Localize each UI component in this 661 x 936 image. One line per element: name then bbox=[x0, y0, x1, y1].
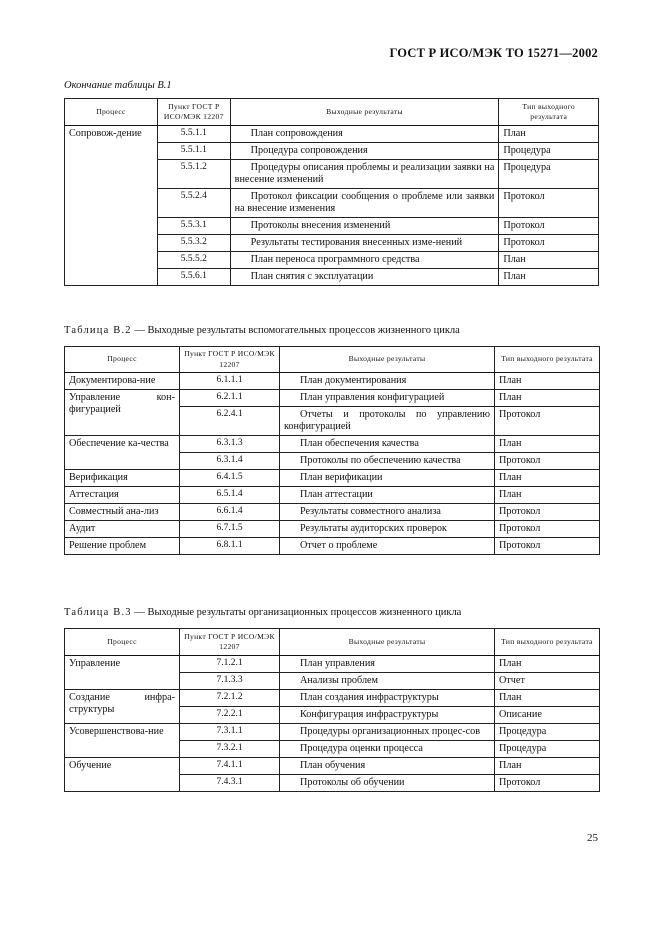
table-row bbox=[65, 758, 600, 775]
clause-cell: 5.5.2.4 bbox=[157, 189, 230, 218]
output-type-cell: Протокол bbox=[499, 235, 599, 252]
table-row bbox=[65, 470, 600, 487]
table1-caption: Окончание таблицы В.1 bbox=[64, 80, 172, 91]
table-b2-support-process-outputs bbox=[64, 346, 600, 555]
column-header-clause: Пункт ГОСТ Р ИСО/МЭК 12207 bbox=[180, 347, 280, 373]
process-name-cell: Усовершенствова-ние bbox=[65, 724, 180, 758]
process-name-cell: Обучение bbox=[65, 758, 180, 792]
clause-cell: 7.3.1.1 bbox=[180, 724, 280, 741]
output-type-cell: Протокол bbox=[495, 407, 600, 436]
table-row bbox=[65, 390, 600, 407]
table-row bbox=[65, 724, 600, 741]
output-cell: План переноса программного средства bbox=[230, 252, 499, 269]
clause-cell: 5.5.6.1 bbox=[157, 269, 230, 286]
clause-cell: 7.1.2.1 bbox=[180, 656, 280, 673]
process-name-cell: Управление bbox=[65, 656, 180, 690]
table-row bbox=[65, 504, 600, 521]
table-b3-organizational-process-outputs bbox=[64, 628, 600, 792]
output-cell: Результаты совместного анализа bbox=[280, 504, 495, 521]
clause-cell: 5.5.5.2 bbox=[157, 252, 230, 269]
output-type-cell: План bbox=[495, 470, 600, 487]
process-name-cell: Решение проблем bbox=[65, 538, 180, 555]
column-header-type: Тип выходного результата bbox=[495, 629, 600, 656]
output-type-cell: План bbox=[495, 487, 600, 504]
output-cell: Процедура оценки процесса bbox=[280, 741, 495, 758]
table-row bbox=[65, 690, 600, 707]
clause-cell: 6.3.1.4 bbox=[180, 453, 280, 470]
output-type-cell: Процедура bbox=[499, 160, 599, 189]
table2-caption-text: — Выходные результаты вспомогательных процессов жизненного цикла bbox=[134, 325, 460, 336]
table-b1-maintenance-outputs bbox=[64, 98, 599, 286]
output-type-cell: Протокол bbox=[495, 504, 600, 521]
output-type-cell: Протокол bbox=[495, 538, 600, 555]
column-header-outputs: Выходные результаты bbox=[280, 347, 495, 373]
clause-cell: 7.4.1.1 bbox=[180, 758, 280, 775]
process-name-cell: Аттестация bbox=[65, 487, 180, 504]
output-type-cell: План bbox=[499, 269, 599, 286]
process-name-cell: Документирова-ние bbox=[65, 373, 180, 390]
output-cell: План сопровождения bbox=[230, 126, 499, 143]
table-row bbox=[65, 436, 600, 453]
output-cell: План снятия с эксплуатации bbox=[230, 269, 499, 286]
output-type-cell: План bbox=[495, 373, 600, 390]
table-row bbox=[65, 656, 600, 673]
output-cell: Процедуры описания проблемы и реализации заявки на внесение изменений bbox=[230, 160, 499, 189]
clause-cell: 6.2.1.1 bbox=[180, 390, 280, 407]
column-header-outputs: Выходные результаты bbox=[280, 629, 495, 656]
output-cell: План управления bbox=[280, 656, 495, 673]
output-type-cell: Протокол bbox=[499, 218, 599, 235]
output-type-cell: План bbox=[495, 390, 600, 407]
clause-cell: 6.6.1.4 bbox=[180, 504, 280, 521]
output-cell: Результаты тестирования внесенных изме-нений bbox=[230, 235, 499, 252]
table-row bbox=[65, 521, 600, 538]
output-cell: Отчеты и протоколы по управлению конфигурацией bbox=[280, 407, 495, 436]
output-cell: План обучения bbox=[280, 758, 495, 775]
clause-cell: 7.1.3.3 bbox=[180, 673, 280, 690]
table3-caption-text: — Выходные результаты организационных процессов жизненного цикла bbox=[134, 607, 462, 618]
clause-cell: 7.3.2.1 bbox=[180, 741, 280, 758]
output-type-cell: Отчет bbox=[495, 673, 600, 690]
output-cell: Результаты аудиторских проверок bbox=[280, 521, 495, 538]
output-type-cell: План bbox=[499, 126, 599, 143]
output-type-cell: Протокол bbox=[495, 775, 600, 792]
output-cell: План аттестации bbox=[280, 487, 495, 504]
output-cell: План верификации bbox=[280, 470, 495, 487]
table2-caption-label: Таблица В.2 bbox=[64, 325, 132, 336]
clause-cell: 5.5.1.1 bbox=[157, 143, 230, 160]
output-type-cell: Протокол bbox=[495, 521, 600, 538]
column-header-type: Тип выходного результата bbox=[499, 99, 599, 126]
output-cell: Протоколы по обеспечению качества bbox=[280, 453, 495, 470]
table-row bbox=[65, 373, 600, 390]
clause-cell: 5.5.1.2 bbox=[157, 160, 230, 189]
column-header-clause: Пункт ГОСТ Р ИСО/МЭК 12207 bbox=[180, 629, 280, 656]
output-cell: Протоколы об обучении bbox=[280, 775, 495, 792]
clause-cell: 7.4.3.1 bbox=[180, 775, 280, 792]
document-header-code: ГОСТ Р ИСО/МЭК ТО 15271—2002 bbox=[389, 46, 598, 60]
output-cell: Протокол фиксации сообщения о проблеме или заявки на внесение изменения bbox=[230, 189, 499, 218]
clause-cell: 6.8.1.1 bbox=[180, 538, 280, 555]
table3-caption-label: Таблица В.3 bbox=[64, 607, 132, 618]
output-type-cell: План bbox=[495, 758, 600, 775]
process-name-cell: Совместный ана-лиз bbox=[65, 504, 180, 521]
column-header-type: Тип выходного результата bbox=[495, 347, 600, 373]
clause-cell: 5.5.3.2 bbox=[157, 235, 230, 252]
clause-cell: 6.7.1.5 bbox=[180, 521, 280, 538]
output-type-cell: План bbox=[495, 690, 600, 707]
clause-cell: 6.1.1.1 bbox=[180, 373, 280, 390]
output-cell: План создания инфраструктуры bbox=[280, 690, 495, 707]
table-row bbox=[65, 126, 599, 143]
column-header-process: Процесс bbox=[65, 347, 180, 373]
process-name-cell: Аудит bbox=[65, 521, 180, 538]
output-cell: Отчет о проблеме bbox=[280, 538, 495, 555]
column-header-outputs: Выходные результаты bbox=[230, 99, 499, 126]
column-header-clause: Пункт ГОСТ Р ИСО/МЭК 12207 bbox=[157, 99, 230, 126]
process-name-cell: Обеспечение ка-чества bbox=[65, 436, 180, 470]
table2-caption bbox=[64, 325, 460, 336]
output-cell: План управления конфигурацией bbox=[280, 390, 495, 407]
output-cell: Конфигурация инфраструктуры bbox=[280, 707, 495, 724]
process-name-cell: Управление кон-фигурацией bbox=[65, 390, 180, 436]
output-type-cell: План bbox=[499, 252, 599, 269]
output-type-cell: Описание bbox=[495, 707, 600, 724]
clause-cell: 5.5.3.1 bbox=[157, 218, 230, 235]
output-type-cell: Процедура bbox=[495, 741, 600, 758]
output-type-cell: Протокол bbox=[499, 189, 599, 218]
process-name-cell: Создание инфра-структуры bbox=[65, 690, 180, 724]
output-cell: Протоколы внесения изменений bbox=[230, 218, 499, 235]
output-type-cell: План bbox=[495, 656, 600, 673]
clause-cell: 6.5.1.4 bbox=[180, 487, 280, 504]
clause-cell: 6.4.1.5 bbox=[180, 470, 280, 487]
table3-caption bbox=[64, 607, 461, 618]
table-row bbox=[65, 538, 600, 555]
output-type-cell: Процедура bbox=[495, 724, 600, 741]
output-cell: План документирования bbox=[280, 373, 495, 390]
output-type-cell: Протокол bbox=[495, 453, 600, 470]
page-number: 25 bbox=[587, 832, 598, 844]
clause-cell: 7.2.1.2 bbox=[180, 690, 280, 707]
column-header-process: Процесс bbox=[65, 629, 180, 656]
column-header-process: Процесс bbox=[65, 99, 158, 126]
output-cell: Процедуры организационных процес-сов bbox=[280, 724, 495, 741]
process-name-cell: Верификация bbox=[65, 470, 180, 487]
output-cell: Анализы проблем bbox=[280, 673, 495, 690]
output-cell: Процедура сопровождения bbox=[230, 143, 499, 160]
table-row bbox=[65, 487, 600, 504]
output-cell: План обеспечения качества bbox=[280, 436, 495, 453]
process-name-cell: Сопровож-дение bbox=[65, 126, 158, 286]
clause-cell: 7.2.2.1 bbox=[180, 707, 280, 724]
output-type-cell: План bbox=[495, 436, 600, 453]
clause-cell: 6.3.1.3 bbox=[180, 436, 280, 453]
output-type-cell: Процедура bbox=[499, 143, 599, 160]
clause-cell: 5.5.1.1 bbox=[157, 126, 230, 143]
clause-cell: 6.2.4.1 bbox=[180, 407, 280, 436]
